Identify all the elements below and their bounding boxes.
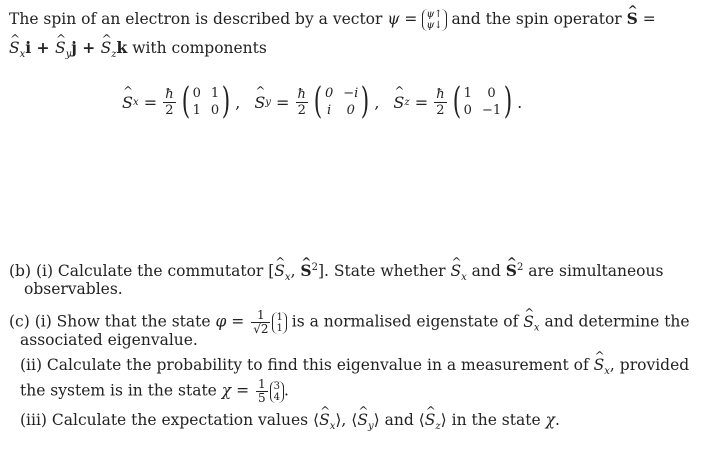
phi-symbol: φ [215,312,227,331]
one-over-root2: $\frac{1}{√2}$ [253,308,269,336]
psi-up: ψ↑ [426,9,443,20]
psi-vector [422,9,446,31]
Sy-operator: ^ S [55,38,66,58]
Sz-operator: ^ S [101,38,112,58]
hbar-over-2-x: $\frac{ħ}{2}$ [165,86,174,118]
intro-text-b: and the spin operator [446,10,627,28]
part-c-ii-text-c: the system is in the state [20,381,222,400]
part-b-line-1: (b) (i) Calculate the commutator [^ $S_x$, ^ $S^2$]. State whether ^ $S_x$ and ^ $S^2$ are simultaneous [9,258,663,288]
part-c-ii-line-1: (ii) Calculate the probability to find this eigenvalue in a measurement of ^ $S_x$, provided [20,355,689,382]
part-b-mid: ]. State whether [318,262,451,280]
part-c-iii-text-a: (iii) Calculate the expectation values [20,411,314,429]
chi-symbol: χ [221,381,232,400]
hbar-over-2-z: $\frac{ħ}{2}$ [436,86,445,118]
part-c-label: (c) (i) Show that the state [9,312,216,331]
chi-symbol-2: χ [545,411,555,429]
unit-k: k [116,38,128,57]
part-c-ii-line-2: the system is in the state χ = $\frac{1}{5}$ 3 4 . [20,377,289,405]
part-c-text-2: associated eigenvalue. [20,331,198,349]
part-c-mid: is a normalised eigenstate of [286,312,524,331]
intro-text-c: = [637,10,656,28]
part-b-text-2: observables. [24,280,123,298]
chi-vector: 3 4 [270,381,284,403]
matrix-Sy: ( 0 −i i 0 ) [313,81,370,122]
part-c-iii-text-b: in the state [446,411,546,429]
hbar-over-2-y: $\frac{ħ}{2}$ [297,86,306,118]
part-b-line-2 [24,279,123,299]
part-c-ii-text-a: (ii) Calculate the probability to find this eigenvalue in a measurement of [20,356,594,374]
unit-i: i + [25,38,55,57]
part-b-label: (b) (i) Calculate the commutator [ [9,262,275,280]
matrix-Sx: ( 0 1 1 0 ) [181,81,231,122]
spin-matrices: ^ S x = $\frac{ħ}{2}$ ( 0 1 1 0 ) , ^ S y = $\frac{ħ}{2}$ ( 0 −i i 0 ) , ^ S z = $\frac{ħ}{2}$ ( 1 0 0 −1 ) . [122,80,522,124]
part-c-iii-and: and [379,411,419,429]
one-over-five: $\frac{1}{5}$ [258,377,266,405]
intro-text-a: The spin of an electron is described by a vector [9,10,388,28]
psi-down: ψ↓ [426,20,443,31]
part-b-end: are simultaneous [523,262,664,280]
part-c-iii-line: (iii) Calculate the expectation values ⟨^ $S_x⟩$, ⟨^ $S_y⟩$ and ⟨^ $S_z⟩$ in the state χ. [20,410,560,437]
part-c-ii-text-b: , provided [609,356,690,374]
Sx-operator: ^ S [9,38,20,58]
part-c-end: and determine the [539,312,690,331]
part-c-i-line-2 [20,330,198,350]
matrix-Sz: ( 1 0 0 −1 ) [452,81,513,122]
intro-line-1 [9,9,656,31]
phi-vector: 1 1 [272,312,286,334]
spin-operator-S: ^ S [627,9,638,29]
psi-symbol: ψ [387,10,400,28]
part-b-and: and [466,262,506,280]
intro-text-d: with components [127,39,267,57]
unit-j: j + [71,38,101,57]
intro-line-2: ^ $S_xi$ + ^ $S_yj$ + ^ $S_zk$ with components [9,38,267,65]
part-c-i-line-1: (c) (i) Show that the state φ = $\frac{1}{√2}$ 1 1 is a normalised eigenstate of ^ $S_x$ and determine the [9,309,690,339]
equals-sign: = [399,10,423,28]
